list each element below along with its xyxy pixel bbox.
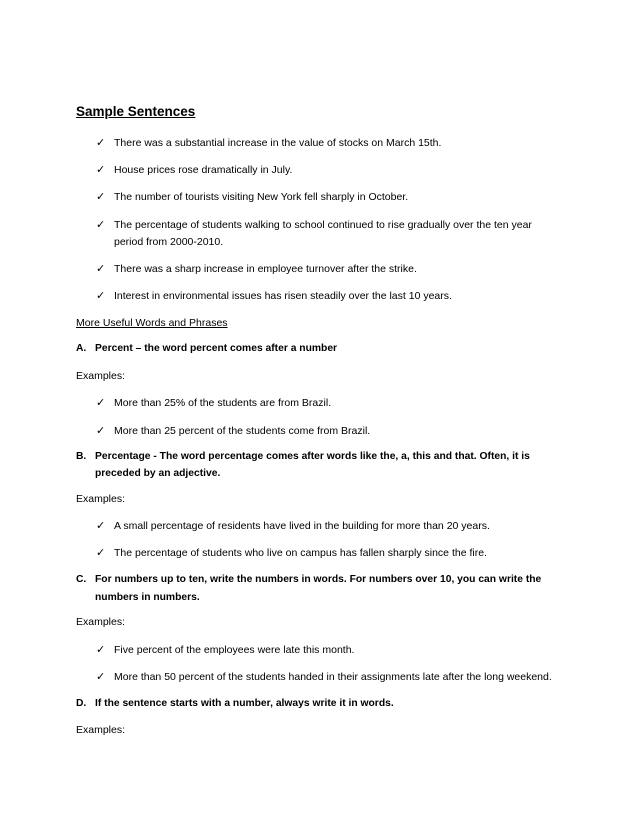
section-title: More Useful Words and Phrases — [76, 317, 228, 329]
rule-heading: Percentage - The word percentage comes after words like the, a, this and that. Often, it is — [95, 451, 530, 462]
examples-label: Examples: — [76, 724, 126, 736]
rule-letter: A. — [76, 343, 87, 354]
rule-heading: If the sentence starts with a number, always write it in words. — [95, 698, 394, 709]
list-item-continuation: period from 2000-2010. — [114, 236, 224, 248]
checkmark-icon: ✓ — [96, 397, 106, 409]
checkmark-icon: ✓ — [96, 191, 106, 203]
list-item: The number of tourists visiting New York fell sharply in October. — [114, 191, 409, 203]
page-title: Sample Sentences — [76, 104, 196, 119]
examples-label: Examples: — [76, 616, 126, 628]
checkmark-icon: ✓ — [96, 263, 106, 275]
checkmark-icon: ✓ — [96, 671, 106, 683]
checkmark-icon: ✓ — [96, 290, 106, 302]
rule-heading: Percent – the word percent comes after a number — [95, 343, 338, 354]
checkmark-icon: ✓ — [96, 137, 106, 149]
rule-letter: D. — [76, 698, 87, 709]
list-item: More than 25 percent of the students come from Brazil. — [114, 425, 371, 437]
rule-letter: C. — [76, 574, 87, 585]
rule-heading-continuation: numbers in numbers. — [95, 592, 200, 603]
list-item: The percentage of students who live on campus has fallen sharply since the fire. — [114, 547, 487, 559]
checkmark-icon: ✓ — [96, 547, 106, 559]
list-item: House prices rose dramatically in July. — [114, 164, 293, 176]
list-item: There was a substantial increase in the value of stocks on March 15th. — [114, 137, 442, 149]
rule-heading-continuation: preceded by an adjective. — [95, 468, 221, 479]
list-item: The percentage of students walking to school continued to rise gradually over the ten year — [114, 219, 532, 231]
rule-heading: For numbers up to ten, write the numbers in words. For numbers over 10, you can write the — [95, 574, 542, 585]
list-item: There was a sharp increase in employee turnover after the strike. — [114, 263, 417, 275]
checkmark-icon: ✓ — [96, 164, 106, 176]
checkmark-icon: ✓ — [96, 219, 106, 231]
examples-label: Examples: — [76, 493, 126, 505]
list-item: Five percent of the employees were late this month. — [114, 644, 355, 656]
list-item: A small percentage of residents have lived in the building for more than 20 years. — [114, 520, 490, 532]
list-item: Interest in environmental issues has risen steadily over the last 10 years. — [114, 290, 452, 302]
checkmark-icon: ✓ — [96, 425, 106, 437]
list-item: More than 25% of the students are from Brazil. — [114, 397, 332, 409]
list-item: More than 50 percent of the students handed in their assignments late after the long weekend. — [114, 671, 552, 683]
rule-letter: B. — [76, 451, 87, 462]
checkmark-icon: ✓ — [96, 520, 106, 532]
examples-label: Examples: — [76, 370, 126, 382]
checkmark-icon: ✓ — [96, 644, 106, 656]
